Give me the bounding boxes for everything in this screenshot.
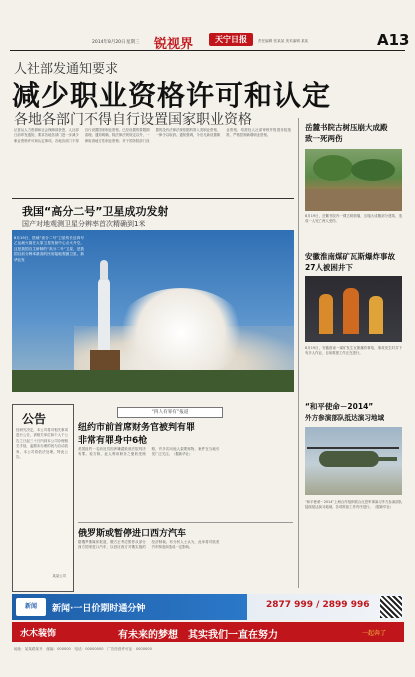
ad1-brand: 新闻 — [24, 603, 37, 610]
russia-top-rule — [78, 522, 293, 523]
right-item1-subhead: 致一死两伤 — [305, 134, 343, 143]
lead-subhead: 各地各部门不得自行设置国家职业资格 — [14, 112, 252, 128]
corruption-kicker-box — [117, 407, 223, 418]
corruption-subhead: 非常有罪身中6枪 — [78, 436, 148, 446]
notice-title: 公告 — [22, 412, 47, 426]
qr-code — [380, 596, 402, 618]
lead-body: 记者从人力资源和社会保障部获悉，人社部日前印发通知，要求各地各部门进一步减少职业资格许可和认定事项，各地各部门不得自行设置国家职业资格，已经设置的要限期清理。通知明确，除法律法规规定以外，一律取消地方性职业资格；对于国务院部门设置的没有法律法规依据的准入类职业资格，一律予以取消。通知强调，今后凡新设置职业资格，均需经人社部审核并报国务院批准，严格控制新增职业资格。 — [14, 128, 291, 143]
satellite-top-rule — [12, 198, 294, 199]
lead-kicker: 人社部发通知要求 — [14, 62, 119, 77]
russia-headline: 俄罗斯或暂停进口西方汽车 — [78, 529, 187, 539]
tree-photo — [305, 149, 402, 211]
corruption-headline: 纽约市前首席财务官被判有罪 — [78, 423, 196, 433]
ad1-slogan: 新闻·一日价期时通分钟 — [52, 604, 146, 614]
ad2-brand: 水木装饰 — [20, 629, 57, 639]
header-date: 2014年8月20日 — [92, 40, 126, 45]
right-item2-headline: 安徽淮南煤矿瓦斯爆炸事故 — [305, 252, 395, 261]
rescue-photo — [305, 276, 402, 342]
lead-headline: 减少职业资格许可和认定 — [12, 79, 332, 112]
ad-banner-top[interactable] — [12, 594, 404, 620]
ad2-tag: 一起奔了 — [362, 630, 387, 637]
satellite-subhead: 国产对地观测卫星分辨率首次精确到1米 — [22, 220, 146, 228]
right-item3-body: “和平使命－2014”上海合作组织联合反恐军事演习外方参演部队陆续抵达演习地域，各项准备工作有序进行。（据新华社） — [305, 500, 402, 510]
notice-signature: 某某公司 — [52, 574, 66, 578]
header-weekday: 星期三 — [126, 40, 140, 45]
helicopter-photo — [305, 427, 402, 495]
notice-body: 经研究决定，本公司将对相关事项进行公告，请相关单位和个人于公告之日起三十日内到本公司办理相关手续，逾期未办理的视为自动放弃，本公司将依法处理。特此公告。 — [16, 428, 68, 460]
paper-logo-text: 天宁日报 — [215, 35, 247, 44]
corruption-body: 美国纽约一名前官员因涉嫌腐败被法院判决有罪。检方称，此人利用职务之便收受贿赂，并多次向他人索要财物，案件在当地引发广泛关注。（据新华社） — [78, 447, 220, 457]
header-bar — [10, 30, 410, 52]
satellite-caption: 8月19日，搭载“高分二号”卫星的长征四号乙运载火箭在太原卫星发射中心点火升空。这是我国自主研制的“高分二号”卫星，是我国目前分辨率最高的民用陆地观测卫星。新华社发 — [14, 236, 84, 262]
ad1-phone: 2877 999 / 2899 996 — [266, 600, 370, 610]
corruption-kicker: “四人有罪有”报道 — [151, 410, 189, 415]
ad2-slogan: 有未来的梦想 其实我们一直在努力 — [118, 630, 278, 641]
ad1-logo — [16, 598, 46, 616]
paper-logo — [209, 33, 253, 46]
right-column-divider — [298, 118, 299, 588]
page-number: A13 — [377, 31, 410, 49]
right-item3-subhead: 外方参演部队抵达演习地域 — [305, 414, 385, 422]
section-title: 锐视界 — [154, 37, 194, 52]
right-item2-subhead: 27人被困井下 — [305, 263, 353, 272]
right-item2-body: 8月19日，安徽淮南一煤矿发生瓦斯爆炸事故，事故发生时井下有多人作业，目前救援工作正在进行。 — [305, 346, 402, 356]
right-item3-headline: “和平使命－2014” — [305, 402, 374, 411]
russia-body: 据俄罗斯媒体报道，俄方正考虑暂停从部分西方国家进口汽车，以回应西方对俄实施的经济制裁。有分析人士认为，此举将对欧美汽车制造商造成一定影响。 — [78, 540, 220, 550]
satellite-headline: 我国“高分二号”卫星成功发射 — [22, 205, 169, 218]
right-item1-headline: 岳麓书院古树压崩大成殿 — [305, 123, 388, 132]
ad-banner-bottom[interactable] — [12, 622, 404, 642]
editor-line: 责任编辑 张某某 美术编辑 某某 — [258, 39, 309, 43]
right-item1-body: 8月19日，岳麓书院内一棵古树倒塌，压塌大成殿部分建筑，造成一人死亡两人受伤。 — [305, 214, 402, 224]
footer-line: 地址：某某路某号 邮编：000000 电话：00000000 广告经营许可证：0000000 — [14, 647, 152, 651]
